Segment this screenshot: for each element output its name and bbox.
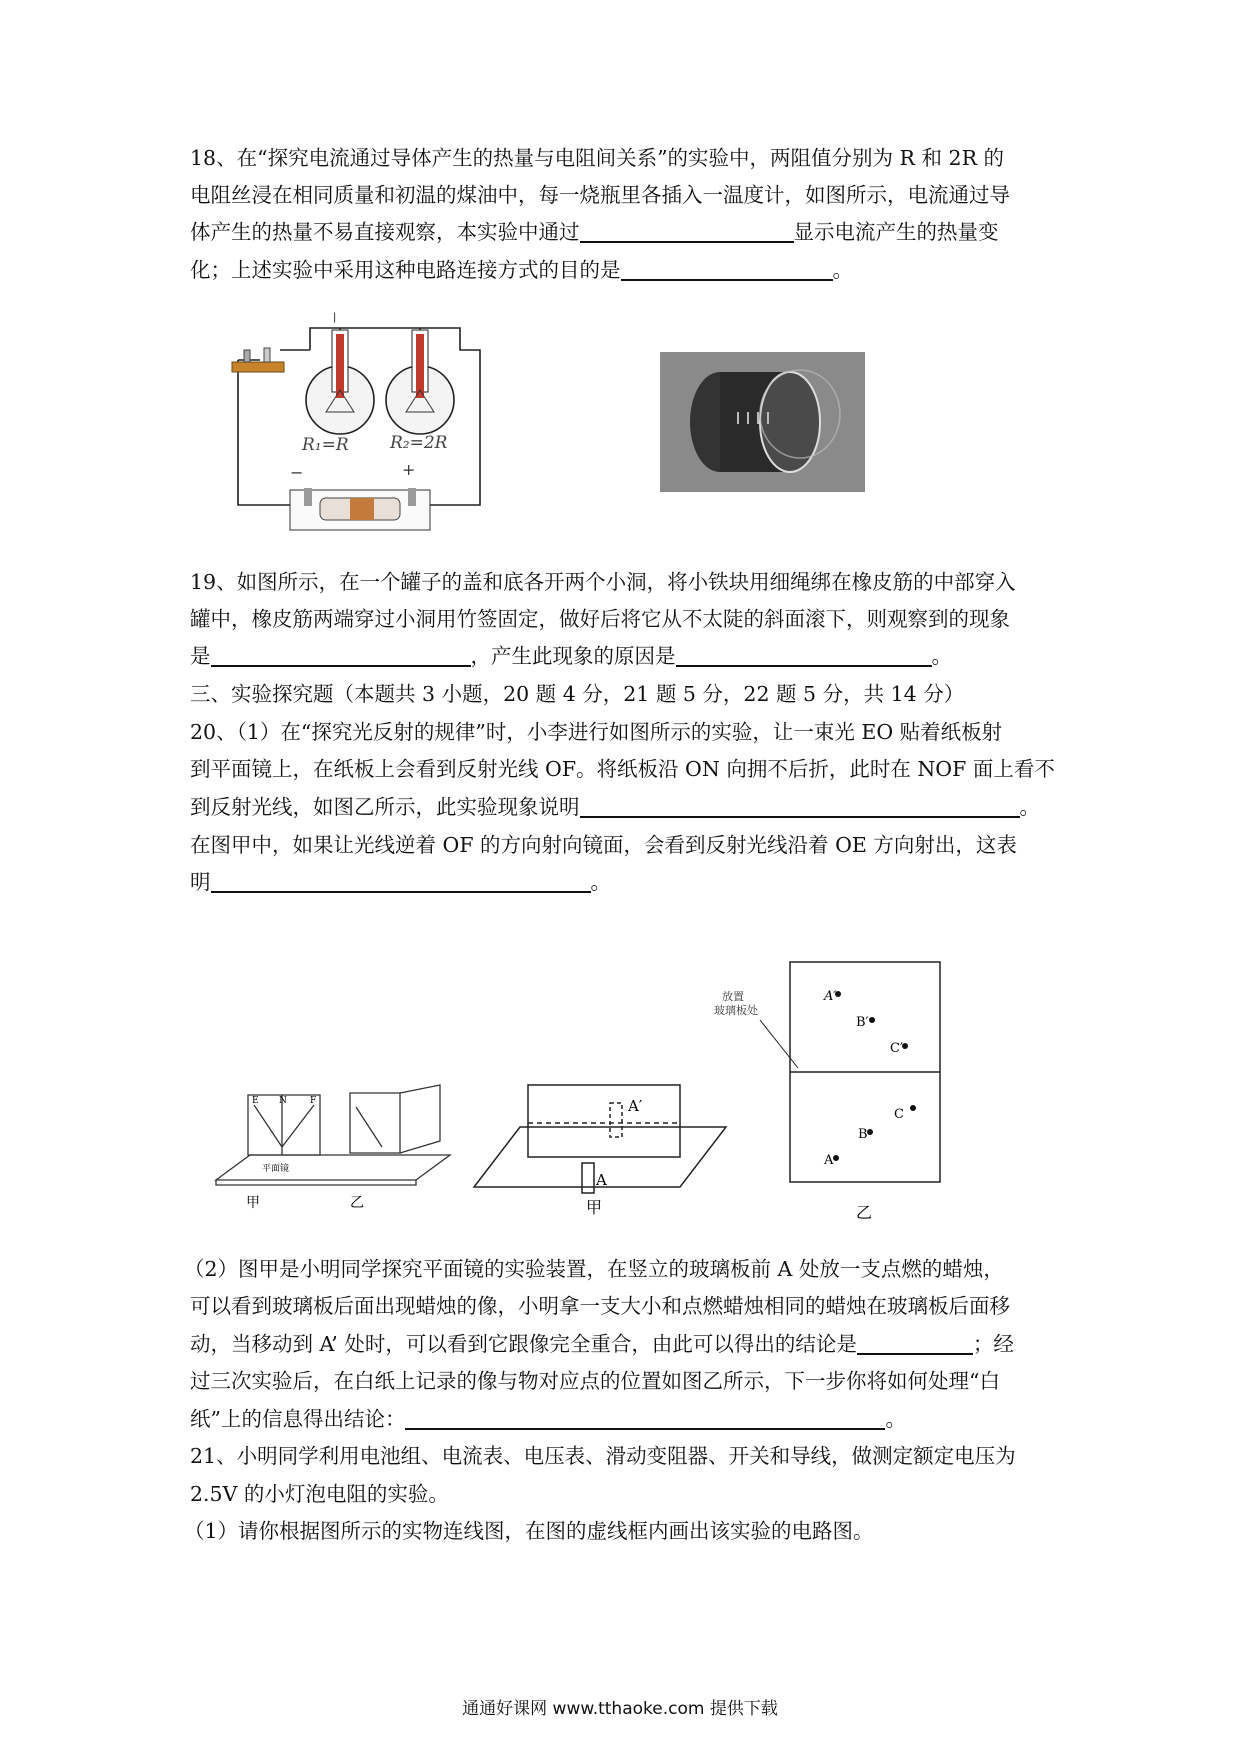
label-C-prime: C′	[890, 1041, 903, 1056]
q20-p2-line-2: 可以看到玻璃板后面出现蜡烛的像，小明拿一支大小和点燃蜡烛相同的蜡烛在玻璃板后面移	[190, 1294, 1010, 1318]
board-yi-icon	[400, 1085, 440, 1153]
q20-p2-line-4: 过三次实验后，在白纸上记录的像与物对应点的位置如图乙所示，下一步你将如何处理“白	[190, 1369, 1000, 1393]
q18-line-3-tail: 显示电流产生的热量变	[793, 220, 999, 244]
label-E: E	[252, 1096, 259, 1106]
label-N: N	[279, 1096, 287, 1106]
q20-p2-line-3	[190, 1330, 1014, 1358]
glass-position-label-2: 玻璃板处	[714, 1004, 758, 1017]
plus-label: +	[402, 460, 416, 479]
label-F: F	[310, 1096, 317, 1106]
q20-line-5	[190, 868, 611, 896]
candle-icon	[582, 1163, 594, 1193]
q18-line-2: 电阻丝浸在相同质量和初温的煤油中，每一烧瓶里各插入一温度计，如图所示，电流通过导	[190, 183, 1010, 207]
r2-label: R₂=2R	[390, 433, 448, 453]
caption-yi-2: 乙	[856, 1203, 873, 1222]
label-C: C	[894, 1107, 904, 1122]
q20-p2-answer-blank-2[interactable]	[405, 1406, 885, 1430]
q19-line-3-tail: 。	[931, 644, 952, 668]
glass-plate-icon	[528, 1085, 680, 1157]
glass-position-label-1: 放置	[722, 990, 744, 1003]
q20-line-5-tail: 。	[590, 870, 611, 894]
svg-text:|: |	[333, 312, 337, 323]
q18-line-3-text: 体产生的热量不易直接观察，本实验中通过	[190, 220, 580, 244]
rolling-can-photo	[660, 352, 865, 492]
q20-p2-answer-blank-1[interactable]	[857, 1331, 973, 1355]
q21-line-3: （1）请你根据图所示的实物连线图，在图的虚线框内画出该实验的电路图。	[184, 1519, 874, 1543]
plane-mirror-figure	[470, 1075, 730, 1215]
q20-p2-line-3-tail: ；经	[972, 1332, 1014, 1356]
q18-line-1: 18、在“探究电流通过导体产生的热量与电阻间关系”的实验中，两阻值分别为 R 和 2R 的	[190, 146, 1005, 170]
mirror-plate-icon	[216, 1155, 450, 1180]
q21-line-2: 2.5V 的小灯泡电阻的实验。	[190, 1482, 449, 1506]
flask-r1-icon	[306, 312, 374, 434]
q20-p2-line-5	[190, 1405, 906, 1433]
q19-line-1: 19、如图所示，在一个罐子的盖和底各开两个小洞，将小铁块用细绳绑在橡皮筋的中部穿入	[190, 570, 1016, 594]
label-A-prime: A′	[628, 1097, 643, 1115]
q18-line-4-text: 化；上述实验中采用这种电路连接方式的目的是	[190, 258, 621, 282]
q20-answer-blank-2[interactable]	[211, 869, 591, 893]
candle-image-icon	[610, 1103, 622, 1137]
q20-p2-line-5-tail: 。	[885, 1407, 906, 1431]
q18-line-3	[190, 218, 999, 246]
q18-answer-blank-1[interactable]	[580, 219, 794, 243]
q18-line-4-tail: 。	[832, 258, 853, 282]
q20-p2-line-3-text: 动，当移动到 A’ 处时，可以看到它跟像完全重合，由此可以得出的结论是	[190, 1332, 857, 1356]
q20-p2-line-1: （2）图甲是小明同学探究平面镜的实验装置，在竖立的玻璃板前 A 处放一支点燃的蜡烛，	[184, 1257, 1004, 1281]
minus-label: −	[290, 463, 304, 482]
q18-answer-blank-2[interactable]	[621, 257, 833, 281]
q19-answer-blank-2[interactable]	[676, 643, 932, 667]
mirror-label: 平面镜	[262, 1164, 290, 1174]
q20-line-2: 到平面镜上，在纸板上会看到反射光线 OF。将纸板沿 ON 向拥不后折，此时在 NOF 面上看不	[190, 757, 1055, 781]
q19-line-3	[190, 642, 952, 670]
q21-line-1: 21、小明同学利用电池组、电流表、电压表、滑动变阻器、开关和导线，做测定额定电压为	[190, 1444, 1016, 1468]
flask-r2-icon	[386, 330, 454, 434]
caption-jia-2: 甲	[586, 1198, 603, 1217]
q19-line-3-text: 是	[190, 644, 211, 668]
q20-line-5-text: 明	[190, 870, 211, 894]
reflection-figure	[210, 1085, 460, 1215]
q19-line-3-mid: ，产生此现象的原因是	[470, 644, 676, 668]
q20-line-4: 在图甲中，如果让光线逆着 OF 的方向射向镜面，会看到反射光线沿着 OE 方向射出，这表	[190, 833, 1017, 857]
label-A-prime-2: A′	[824, 989, 837, 1004]
label-B-prime: B′	[856, 1015, 869, 1030]
q20-line-3-text: 到反射光线，如图乙所示，此实验现象说明	[190, 795, 580, 819]
page-footer: 通通好课网 www.tthaoke.com 提供下载	[462, 1699, 778, 1719]
q20-answer-blank-1[interactable]	[580, 794, 1020, 818]
q20-line-1: 20、（1）在“探究光反射的规律”时，小李进行如图所示的实验，让一束光 EO 贴着纸板射	[190, 720, 1003, 744]
section-3-heading: 三、实验探究题（本题共 3 小题，20 题 4 分，21 题 5 分，22 题 5 分，共 14 分）	[190, 682, 965, 706]
q20-line-3	[190, 793, 1040, 821]
caption-jia: 甲	[246, 1195, 260, 1211]
caption-yi: 乙	[350, 1195, 364, 1211]
q20-line-3-tail: 。	[1019, 795, 1040, 819]
q20-p2-line-5-text: 纸”上的信息得出结论：	[190, 1407, 406, 1431]
q19-answer-blank-1[interactable]	[211, 643, 471, 667]
label-B: B	[858, 1127, 868, 1142]
q18-line-4	[190, 256, 853, 284]
paper-record-figure	[710, 960, 950, 1225]
battery-icon	[290, 488, 430, 530]
heating-circuit-figure	[230, 312, 520, 555]
r1-label: R₁=R	[302, 435, 349, 455]
label-A: A	[596, 1171, 607, 1189]
label-A-2: A	[824, 1153, 834, 1168]
q19-line-2: 罐中，橡皮筋两端穿过小洞用竹签固定，做好后将它从不太陡的斜面滚下，则观察到的现象	[190, 607, 1010, 631]
